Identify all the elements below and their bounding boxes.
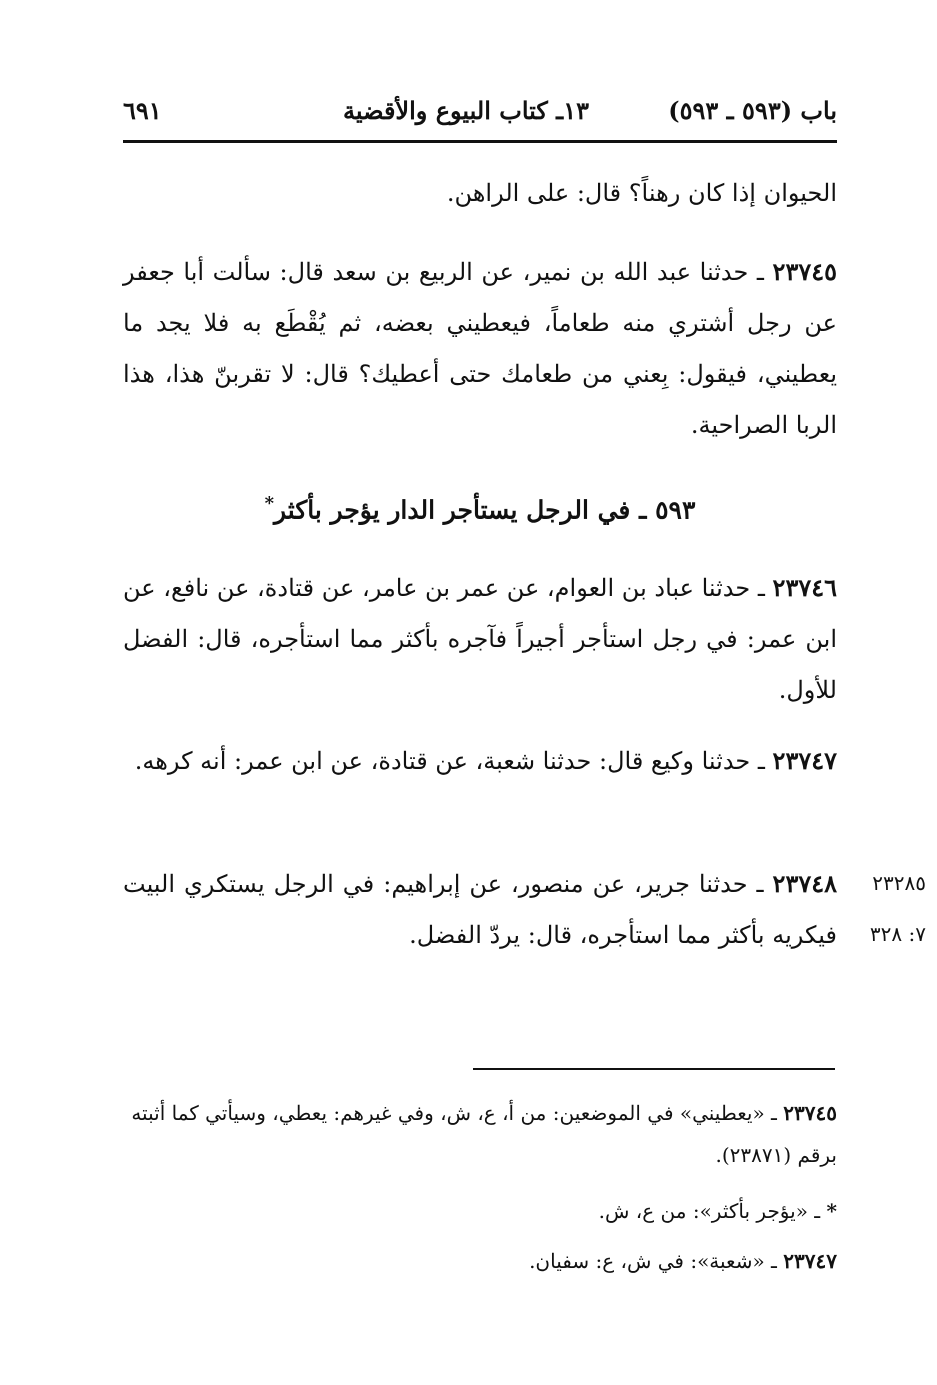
footnote-2: [237, 1190, 837, 1232]
footnote-number: ٢٣٧٤٧: [783, 1249, 837, 1273]
footnote-text: ـ «يؤجر بأكثر»: من ع، ش.: [598, 1199, 827, 1223]
hadith-number: ٢٣٧٤٥: [772, 257, 837, 286]
footnote-number: ٢٣٧٤٥: [783, 1101, 837, 1125]
footnote-mark: *: [264, 493, 275, 514]
footnote-mark: *: [826, 1199, 837, 1223]
footnote-text: ـ «شعبة»: في ش، ع: سفيان.: [529, 1249, 784, 1273]
hadith-23748: [123, 858, 837, 961]
hadith-number: ٢٣٧٤٦: [772, 573, 837, 602]
running-header: [123, 92, 837, 136]
header-rule: [123, 140, 837, 143]
hadith-text: ـ حدثنا عباد بن العوام، عن عمر بن عامر، عن قتادة، عن نافع، عن ابن عمر: في رجل استأجر أجيراً فآجره بأكثر مما استأجره، قال: الفضل للأول.: [123, 574, 838, 704]
book-title: ١٣ـ كتاب البيوع والأقضية: [343, 96, 589, 125]
hadith-number: ٢٣٧٤٧: [772, 746, 837, 775]
chapter-heading: [123, 482, 837, 532]
hadith-23745: [123, 246, 837, 451]
margin-ref-2: ٧: ٣٢٨: [869, 922, 926, 946]
hadith-23747: [123, 735, 837, 787]
page-number: ٦٩١: [123, 96, 162, 125]
footnote-text: ـ «يعطيني» في الموضعين: من أ، ع، ش، وفي غيرهم: يعطي، وسيأتي كما أثبته برقم (٢٣٨٧١).: [131, 1101, 837, 1167]
footnote-3: [237, 1240, 837, 1282]
intro-text: الحيوان إذا كان رهناً؟ قال: على الراهن.: [446, 179, 837, 207]
intro-paragraph: [123, 168, 837, 219]
hadith-number: ٢٣٧٤٨: [772, 869, 837, 898]
hadith-text: ـ حدثنا جرير، عن منصور، عن إبراهيم: في الرجل يستكري البيت فيكريه بأكثر مما استأجره، قال: يردّ الفضل.: [123, 870, 837, 949]
hadith-23746: [123, 562, 837, 716]
footnote-1: [123, 1092, 837, 1176]
footnote-rule: [473, 1068, 835, 1070]
hadith-text: ـ حدثنا وكيع قال: حدثنا شعبة، عن قتادة، عن ابن عمر: أنه كرهه.: [134, 747, 773, 775]
margin-ref-1: ٢٣٢٨٥: [872, 871, 926, 895]
chapter-title: ٥٩٣ ـ في الرجل يستأجر الدار يؤجر بأكثر: [274, 495, 696, 525]
hadith-text: ـ حدثنا عبد الله بن نمير، عن الربيع بن سعد قال: سألت أبا جعفر عن رجل أشتري منه طعاماً، فيعطيني بعضه، ثم يُقْطَع به فلا يجد ما يعطيني، فيقول: بِعني من طعامك حتى أعطيك؟ قال: لا تقربنّ هذا، هذا الربا الصراحية.: [123, 258, 837, 439]
chapter-range: باب (٥٩٣ ـ ٥٩٣): [668, 96, 837, 125]
